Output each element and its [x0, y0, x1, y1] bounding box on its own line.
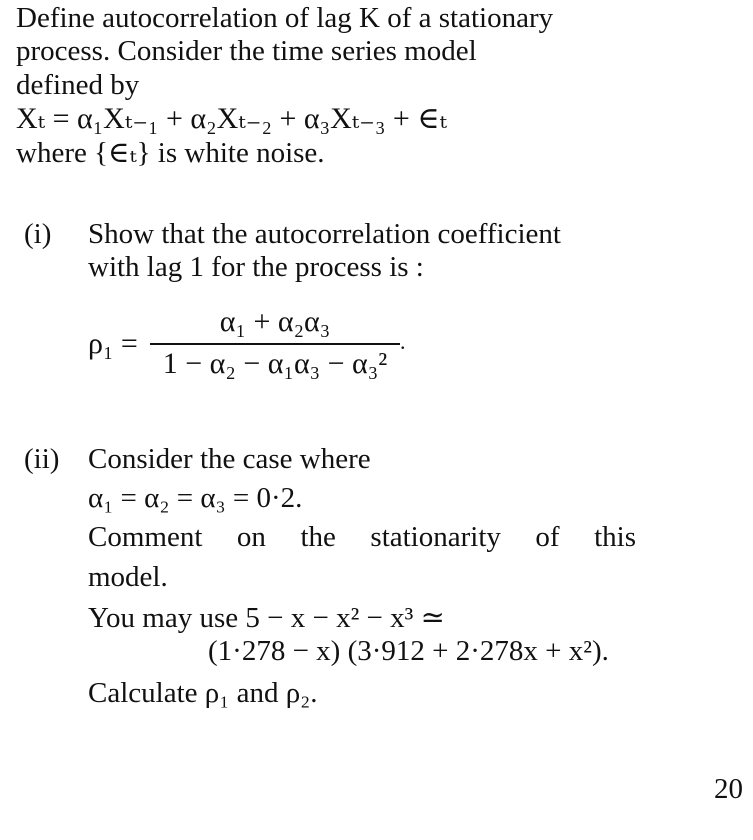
part-ii-line-1: Consider the case where	[88, 442, 371, 475]
part-i	[16, 218, 636, 285]
part-ii	[16, 443, 636, 710]
rho1-denominator: 1 − α₂ − α₁α₃ − α₃²	[162, 347, 388, 381]
question-page	[0, 2, 753, 840]
question-intro	[16, 2, 636, 170]
part-ii-line-5: You may use 5 − x − x² − x³ ≃	[88, 601, 445, 634]
part-ii-line-2: α₁ = α₂ = α₃ = 0·2.	[88, 481, 303, 514]
part-ii-line-4: model.	[88, 560, 168, 593]
white-noise-statement: where {∈ₜ} is white noise.	[16, 136, 325, 169]
part-ii-body	[88, 443, 636, 710]
part-i-body	[88, 218, 636, 285]
part-ii-line-6: (1·278 − x) (3·912 + 2·278x + x²).	[208, 635, 609, 668]
part-i-number: (i)	[24, 217, 52, 250]
part-ii-line-3: Comment on the stationarity of this	[88, 521, 636, 554]
rho1-fraction	[150, 305, 400, 382]
part-i-line-1: Show that the autocorrelation coefficient	[88, 217, 561, 250]
formula-end-dot: .	[400, 328, 406, 354]
rho1-formula	[88, 305, 743, 395]
part-ii-number: (ii)	[24, 442, 60, 475]
part-ii-line-7: Calculate ρ₁ and ρ₂.	[88, 676, 318, 709]
rho1-lhs: ρ₁ =	[88, 326, 138, 360]
intro-line-2: process. Consider the time series model	[16, 35, 477, 68]
intro-line-1: Define autocorrelation of lag K of a stationary	[16, 2, 554, 34]
rho1-numerator: α₁ + α₂α₃	[219, 304, 331, 338]
part-i-line-2: with lag 1 for the process is :	[88, 251, 424, 284]
model-equation: Xₜ = α₁Xₜ₋₁ + α₂Xₜ₋₂ + α₃Xₜ₋₃ + ∈ₜ	[16, 102, 447, 136]
marks: 20	[714, 772, 743, 805]
intro-line-3: defined by	[16, 68, 140, 101]
fraction-bar	[150, 343, 400, 345]
